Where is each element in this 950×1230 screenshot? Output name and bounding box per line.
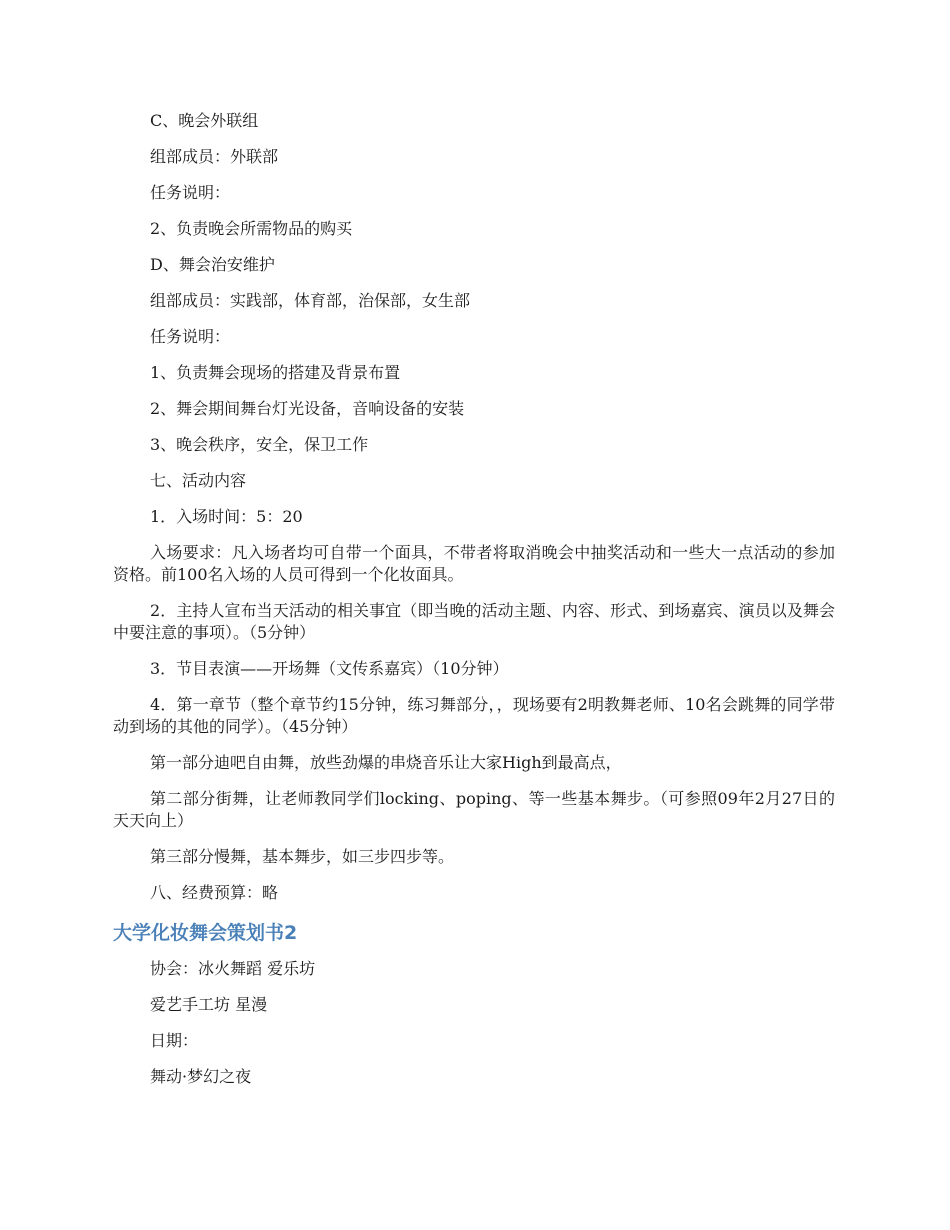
paragraph: 入场要求：凡入场者均可自带一个面具，不带者将取消晚会中抽奖活动和一些大一点活动的参加资格。前100名入场的人员可得到一个化妆面具。 xyxy=(113,543,835,584)
paragraph: 爱艺手工坊 星漫 xyxy=(150,995,268,1014)
paragraph: 3、晚会秩序，安全，保卫工作 xyxy=(150,435,369,454)
paragraph: 第三部分慢舞，基本舞步，如三步四步等。 xyxy=(150,847,455,866)
paragraph: 舞动·梦幻之夜 xyxy=(150,1067,252,1086)
paragraph: C、晚会外联组 xyxy=(150,111,259,130)
paragraph: 协会：冰火舞蹈 爱乐坊 xyxy=(150,959,316,978)
paragraph: 七、活动内容 xyxy=(150,471,247,490)
paragraph: 任务说明： xyxy=(150,183,231,202)
paragraph: 2．主持人宣布当天活动的相关事宜（即当晚的活动主题、内容、形式、到场嘉宾、演员以及舞会中要注意的事项）。（5分钟） xyxy=(113,601,835,642)
paragraph: 组部成员：实践部，体育部，治保部，女生部 xyxy=(150,291,471,310)
paragraph: 日期： xyxy=(150,1031,199,1050)
paragraph: D、舞会治安维护 xyxy=(150,255,275,274)
paragraph: 第一部分迪吧自由舞，放些劲爆的串烧音乐让大家High到最高点， xyxy=(150,753,622,772)
paragraph: 第二部分街舞，让老师教同学们locking、poping、等一些基本舞步。（可参照09年2月27日的天天向上） xyxy=(113,789,835,830)
paragraph: 任务说明： xyxy=(150,327,231,346)
paragraph: 3．节目表演——开场舞（文传系嘉宾）（10分钟） xyxy=(150,659,509,678)
paragraph: 1、负责舞会现场的搭建及背景布置 xyxy=(150,363,401,382)
paragraph: 2、负责晚会所需物品的购买 xyxy=(150,219,353,238)
paragraph: 2、舞会期间舞台灯光设备，音响设备的安装 xyxy=(150,399,465,418)
paragraph: 4．第一章节（整个章节约15分钟，练习舞部分，，现场要有2明教舞老师、10名会跳舞的同学带动到场的其他的同学）。（45分钟） xyxy=(113,695,835,736)
section-heading: 大学化妆舞会策划书2 xyxy=(113,922,298,944)
paragraph: 组部成员：外联部 xyxy=(150,147,279,166)
paragraph: 1．入场时间：5：20 xyxy=(150,507,303,526)
document-body xyxy=(113,110,835,1102)
paragraph: 八、经费预算：略 xyxy=(150,883,279,902)
